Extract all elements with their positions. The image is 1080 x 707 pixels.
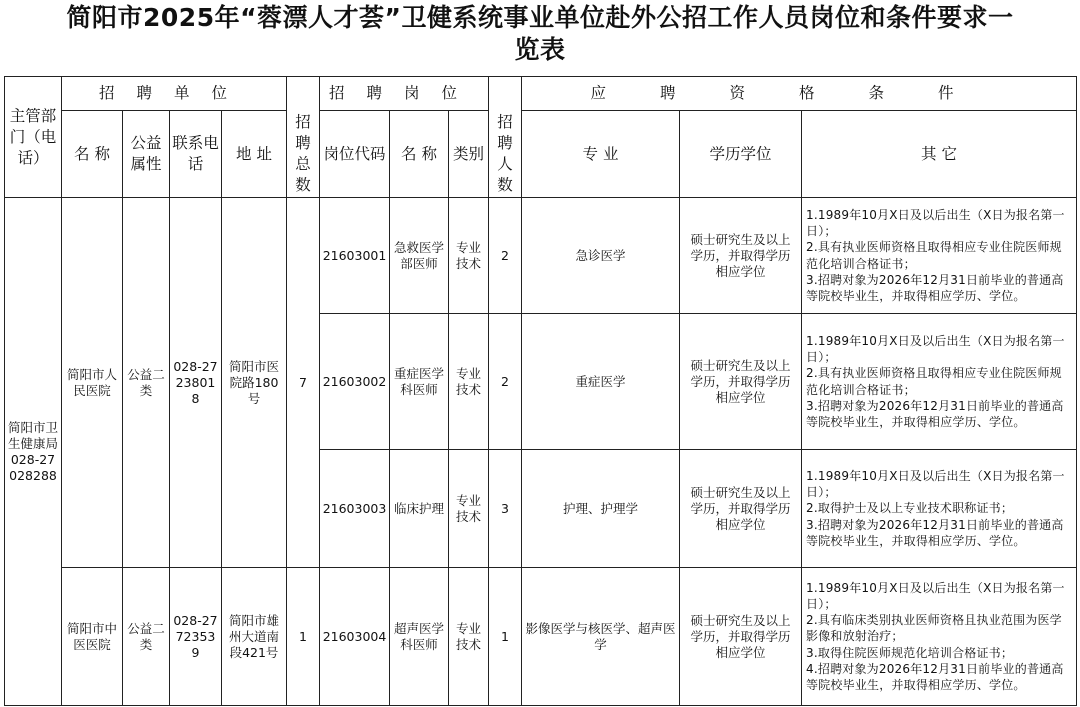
post-category: 专业技术 bbox=[449, 198, 489, 314]
unit-name: 简阳市中医医院 bbox=[62, 568, 123, 706]
table-row bbox=[5, 198, 1077, 314]
other-item: 1.1989年10月X日及以后出生（X日为报名第一日）； bbox=[806, 580, 1065, 611]
title-line-2: 览表 bbox=[514, 35, 566, 64]
recruitment-table bbox=[4, 76, 1077, 706]
post-major: 影像医学与核医学、超声医学 bbox=[522, 568, 680, 706]
post-other bbox=[802, 450, 1077, 568]
post-name: 重症医学科医师 bbox=[390, 314, 449, 450]
header-unit-name: 名 称 bbox=[62, 111, 123, 198]
header-count-top bbox=[489, 77, 522, 111]
other-item: 1.1989年10月X日及以后出生（X日为报名第一日）； bbox=[806, 468, 1065, 500]
header-unit-attr: 公益属性 bbox=[123, 111, 170, 198]
other-item: 1.1989年10月X日及以后出生（X日为报名第一日）； bbox=[806, 333, 1065, 365]
post-count: 2 bbox=[489, 314, 522, 450]
unit-attr: 公益二类 bbox=[123, 568, 170, 706]
table-row bbox=[5, 568, 1077, 706]
post-other bbox=[802, 198, 1077, 314]
header-post-name: 名 称 bbox=[390, 111, 449, 198]
unit-address: 简阳市医院路180号 bbox=[222, 198, 287, 568]
other-item: 3.招聘对象为2026年12月31日前毕业的普通高等院校毕业生，并取得相应学历、学位。 bbox=[806, 398, 1064, 429]
unit-total: 1 bbox=[287, 568, 320, 706]
header-unit-group: 招聘单位 bbox=[62, 77, 287, 111]
post-degree: 硕士研究生及以上学历，并取得学历相应学位 bbox=[680, 568, 802, 706]
other-item: 1.1989年10月X日及以后出生（X日为报名第一日）； bbox=[806, 207, 1065, 239]
post-degree: 硕士研究生及以上学历，并取得学历相应学位 bbox=[680, 198, 802, 314]
unit-phone: 028-27238018 bbox=[170, 198, 222, 568]
header-other: 其 它 bbox=[802, 111, 1077, 198]
other-item: 3.招聘对象为2026年12月31日前毕业的普通高等院校毕业生，并取得相应学历、学位。 bbox=[806, 517, 1064, 548]
page-title bbox=[0, 2, 1080, 66]
post-category: 专业技术 bbox=[449, 450, 489, 568]
post-category: 专业技术 bbox=[449, 568, 489, 706]
post-code: 21603001 bbox=[320, 198, 390, 314]
post-category: 专业技术 bbox=[449, 314, 489, 450]
post-name: 急救医学部医师 bbox=[390, 198, 449, 314]
department-cell: 简阳市卫生健康局028-27028288 bbox=[5, 198, 62, 706]
header-count: 招聘人数 bbox=[489, 111, 522, 198]
post-major: 急诊医学 bbox=[522, 198, 680, 314]
header-req-group: 应聘资格条件 bbox=[522, 77, 1077, 111]
post-other bbox=[802, 314, 1077, 450]
post-code: 21603003 bbox=[320, 450, 390, 568]
post-name: 临床护理 bbox=[390, 450, 449, 568]
header-address: 地 址 bbox=[222, 111, 287, 198]
post-degree: 硕士研究生及以上学历，并取得学历相应学位 bbox=[680, 314, 802, 450]
post-count: 2 bbox=[489, 198, 522, 314]
unit-name: 简阳市人民医院 bbox=[62, 198, 123, 568]
unit-address: 简阳市雄州大道南段421号 bbox=[222, 568, 287, 706]
post-name: 超声医学科医师 bbox=[390, 568, 449, 706]
other-item: 2.具有临床类别执业医师资格且执业范围为医学影像和放射治疗； bbox=[806, 613, 1062, 644]
title-line-1: 简阳市2025年“蓉漂人才荟”卫健系统事业单位赴外公招工作人员岗位和条件要求一 bbox=[66, 3, 1014, 32]
header-post-code: 岗位代码 bbox=[320, 111, 390, 198]
unit-attr: 公益二类 bbox=[123, 198, 170, 568]
other-item: 2.取得护士及以上专业技术职称证书； bbox=[806, 501, 1014, 516]
header-post-group: 招聘岗位 bbox=[320, 77, 489, 111]
unit-total: 7 bbox=[287, 198, 320, 568]
header-dept: 主管部门（电话） bbox=[5, 77, 62, 198]
other-item: 3.招聘对象为2026年12月31日前毕业的普通高等院校毕业生，并取得相应学历、学位。 bbox=[806, 272, 1064, 303]
post-degree: 硕士研究生及以上学历，并取得学历相应学位 bbox=[680, 450, 802, 568]
other-item: 4.招聘对象为2026年12月31日前毕业的普通高等院校毕业生，并取得相应学历、学位。 bbox=[806, 661, 1064, 692]
post-major: 护理、护理学 bbox=[522, 450, 680, 568]
unit-phone: 028-27723539 bbox=[170, 568, 222, 706]
header-total: 招聘总数 bbox=[287, 111, 320, 198]
post-major: 重症医学 bbox=[522, 314, 680, 450]
post-code: 21603002 bbox=[320, 314, 390, 450]
post-count: 3 bbox=[489, 450, 522, 568]
header-category: 类别 bbox=[449, 111, 489, 198]
other-item: 2.具有执业医师资格且取得相应专业住院医师规范化培训合格证书； bbox=[806, 240, 1062, 271]
post-other bbox=[802, 568, 1077, 706]
header-degree: 学历学位 bbox=[680, 111, 802, 198]
other-item: 3.取得住院医师规范化培训合格证书； bbox=[806, 645, 1014, 660]
other-item: 2.具有执业医师资格且取得相应专业住院医师规范化培训合格证书； bbox=[806, 366, 1062, 397]
header-total-top bbox=[287, 77, 320, 111]
post-count: 1 bbox=[489, 568, 522, 706]
header-phone: 联系电话 bbox=[170, 111, 222, 198]
header-major: 专 业 bbox=[522, 111, 680, 198]
post-code: 21603004 bbox=[320, 568, 390, 706]
